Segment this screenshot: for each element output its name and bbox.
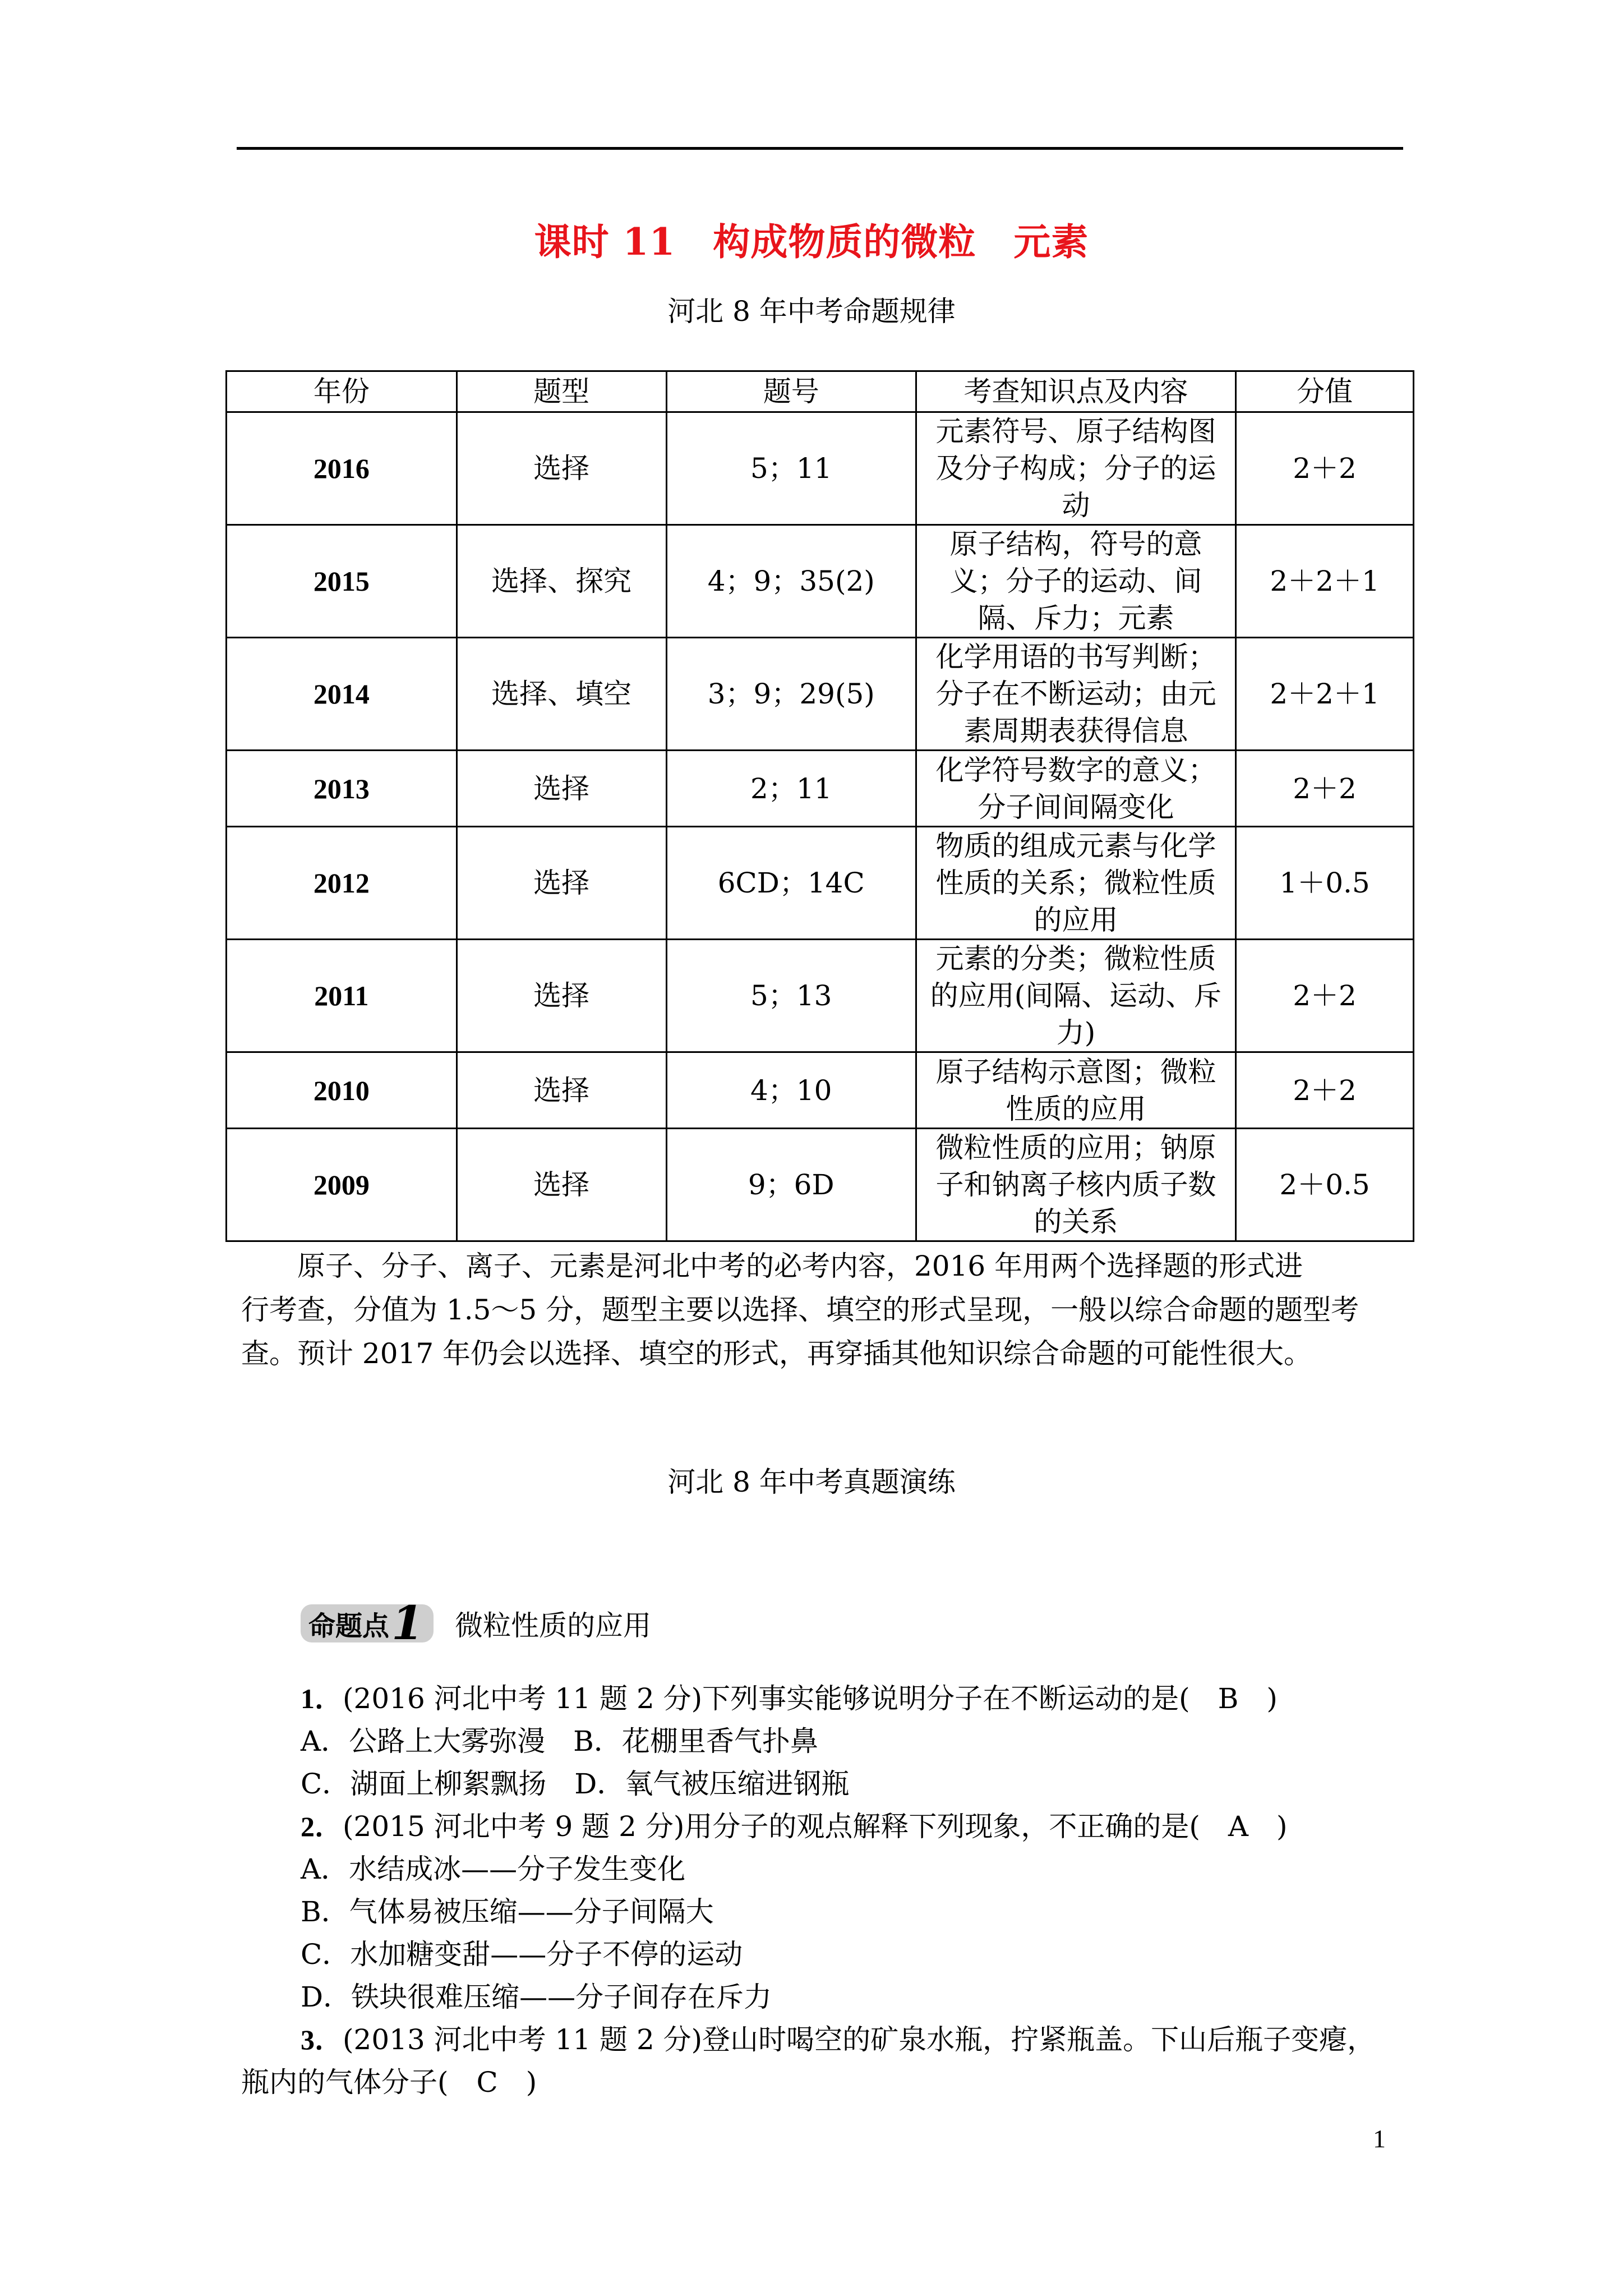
cell-type: 选择、填空 (457, 638, 666, 751)
knowledge-line: 的应用 (1034, 904, 1118, 936)
cell-number: 4；9；35(2) (666, 525, 916, 638)
knowledge-line: 素周期表获得信息 (963, 715, 1188, 747)
cell-score: 2＋2 (1236, 1052, 1414, 1129)
cell-knowledge (916, 412, 1235, 525)
question-2 (301, 1805, 1287, 1848)
knowledge-line: 子和钠离子核内质子数 (935, 1168, 1216, 1201)
cell-year: 2014 (227, 638, 457, 751)
cell-year: 2013 (227, 751, 457, 827)
cell-number: 3；9；29(5) (666, 638, 916, 751)
table-row (227, 751, 1414, 827)
page-number: 1 (1373, 2124, 1386, 2153)
knowledge-line: 分子在不断运动；由元 (935, 678, 1216, 710)
cell-score: 2＋0.5 (1236, 1129, 1414, 1241)
cell-year: 2009 (227, 1129, 457, 1241)
table-row (227, 638, 1414, 751)
cell-score: 2＋2＋1 (1236, 638, 1414, 751)
header-score: 分值 (1236, 371, 1414, 412)
cell-score: 1＋0.5 (1236, 827, 1414, 940)
question-option: A．公路上大雾弥漫 B．花棚里香气扑鼻 (301, 1725, 818, 1757)
question-number: 1． (301, 1683, 343, 1714)
header-type: 题型 (457, 371, 666, 412)
table-row (227, 525, 1414, 638)
knowledge-line: 的应用(间隔、运动、斥 (930, 979, 1222, 1012)
cell-year: 2010 (227, 1052, 457, 1129)
question-option: 瓶内的气体分子( C ) (241, 2066, 537, 2099)
cell-type: 选择 (457, 1129, 666, 1241)
summary-line: 行考查，分值为 1.5～5 分，题型主要以选择、填空的形式呈现，一般以综合命题的题型考 (241, 1294, 1359, 1326)
cell-score: 2＋2＋1 (1236, 525, 1414, 638)
knowledge-line: 性质的关系；微粒性质 (935, 867, 1216, 899)
badge-text: 命题点 (308, 1610, 390, 1642)
knowledge-line: 原子结构示意图；微粒 (935, 1055, 1216, 1088)
cell-knowledge (916, 827, 1235, 940)
cell-year: 2016 (227, 412, 457, 525)
cell-score: 2＋2 (1236, 940, 1414, 1052)
cell-knowledge (916, 751, 1235, 827)
cell-type: 选择 (457, 412, 666, 525)
section-heading-rules: 河北 8 年中考命题规律 (667, 295, 956, 328)
knowledge-line: 义；分子的运动、间 (949, 565, 1202, 597)
knowledge-line: 性质的应用 (1006, 1092, 1146, 1125)
question-option: B．气体易被压缩——分子间隔大 (301, 1895, 714, 1928)
header-year: 年份 (227, 371, 457, 412)
knowledge-line: 隔、斥力；元素 (978, 602, 1174, 634)
table-row (227, 1052, 1414, 1129)
topic-point-badge (301, 1596, 652, 1650)
table-row (227, 827, 1414, 940)
question-3 (301, 2018, 1375, 2061)
knowledge-line: 元素的分类；微粒性质 (935, 942, 1216, 975)
cell-year: 2015 (227, 525, 457, 638)
summary-paragraph (241, 1244, 1408, 1375)
top-rule (237, 147, 1403, 150)
knowledge-line: 动 (1062, 489, 1090, 522)
cell-type: 选择 (457, 827, 666, 940)
knowledge-line: 的关系 (1034, 1205, 1118, 1238)
cell-number: 5；13 (666, 940, 916, 1052)
question-option: D．铁块很难压缩——分子间存在斥力 (301, 1981, 772, 2013)
knowledge-line: 化学符号数字的意义； (935, 753, 1216, 786)
cell-type: 选择 (457, 940, 666, 1052)
question-option: C．水加糖变甜——分子不停的运动 (301, 1938, 743, 1971)
badge-box (301, 1596, 434, 1650)
summary-line: 查。预计 2017 年仍会以选择、填空的形式，再穿插其他知识综合命题的可能性很大。 (241, 1337, 1312, 1370)
cell-type: 选择 (457, 751, 666, 827)
cell-year: 2011 (227, 940, 457, 1052)
knowledge-line: 分子间间隔变化 (978, 790, 1174, 823)
cell-knowledge (916, 940, 1235, 1052)
cell-score: 2＋2 (1236, 751, 1414, 827)
table-row (227, 940, 1414, 1052)
question-1 (301, 1677, 1278, 1720)
page-title: 课时 11 构成物质的微粒 元素 (534, 220, 1089, 264)
section-heading-practice: 河北 8 年中考真题演练 (667, 1466, 956, 1498)
cell-type: 选择、探究 (457, 525, 666, 638)
cell-number: 2；11 (666, 751, 916, 827)
knowledge-line: 化学用语的书写判断； (935, 641, 1216, 673)
question-option: A．水结成冰——分子发生变化 (301, 1853, 686, 1885)
cell-knowledge (916, 1052, 1235, 1129)
cell-year: 2012 (227, 827, 457, 940)
cell-score: 2＋2 (1236, 412, 1414, 525)
knowledge-line: 力) (1056, 1016, 1096, 1049)
knowledge-line: 原子结构，符号的意 (949, 528, 1202, 560)
header-number: 题号 (666, 371, 916, 412)
summary-line: 原子、分子、离子、元素是河北中考的必考内容，2016 年用两个选择题的形式进 (241, 1250, 1303, 1282)
question-number: 3． (301, 2024, 343, 2055)
badge-number: 1 (391, 1596, 424, 1650)
question-stem: (2016 河北中考 11 题 2 分)下列事实能够说明分子在不断运动的是( B ) (343, 1682, 1278, 1715)
cell-number: 4；10 (666, 1052, 916, 1129)
knowledge-line: 及分子构成；分子的运 (935, 452, 1216, 485)
exam-rules-table (225, 370, 1414, 1242)
badge-label: 微粒性质的应用 (455, 1609, 652, 1642)
question-stem: (2015 河北中考 9 题 2 分)用分子的观点解释下列现象，不正确的是( A ) (343, 1810, 1288, 1843)
cell-knowledge (916, 1129, 1235, 1241)
cell-type: 选择 (457, 1052, 666, 1129)
table-row (227, 1129, 1414, 1241)
cell-number: 5；11 (666, 412, 916, 525)
cell-knowledge (916, 525, 1235, 638)
knowledge-line: 微粒性质的应用；钠原 (935, 1131, 1216, 1164)
knowledge-line: 元素符号、原子结构图 (935, 415, 1216, 448)
header-knowledge: 考查知识点及内容 (916, 371, 1235, 412)
question-option: C．湖面上柳絮飘扬 D．氧气被压缩进钢瓶 (301, 1768, 850, 1800)
cell-number: 6CD；14C (666, 827, 916, 940)
knowledge-line: 物质的组成元素与化学 (935, 830, 1216, 862)
cell-number: 9；6D (666, 1129, 916, 1241)
table-header-row (227, 371, 1414, 412)
table-row (227, 412, 1414, 525)
question-number: 2． (301, 1811, 343, 1842)
question-stem: (2013 河北中考 11 题 2 分)登山时喝空的矿泉水瓶，拧紧瓶盖。下山后瓶子变瘪， (343, 2023, 1376, 2056)
cell-knowledge (916, 638, 1235, 751)
